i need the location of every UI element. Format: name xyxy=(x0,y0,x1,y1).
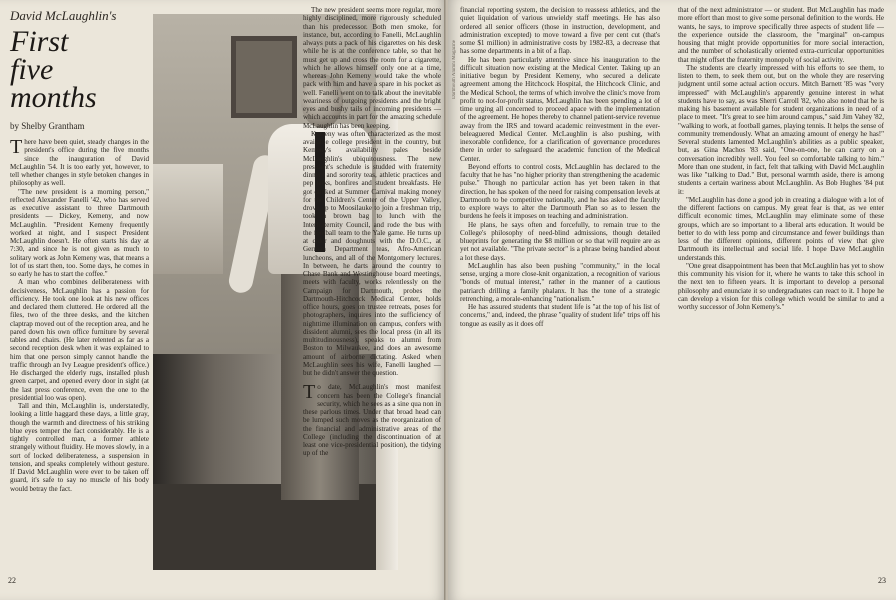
paragraph: "One great disappointment has been that McLaughlin has yet to show this community his vision for it, where he wants to take this school in the next ten to fifteen years. It is important to develop a personal philosophy and enunciate it so undergraduates can react to it. I hope he can develop a vision for this college which would be similar to and a worthy successor of John Kemeny's." xyxy=(678,261,884,311)
paragraph: McLaughlin has also been pushing "community," in the local sense, urging a more close-knit organization, a recognition of various "bonds of mutual interest," rather in the manner of a cautious patriarch drilling a family phalanx. It has the tone of a strategic retrenching, a morale-enhancing "nationalism." xyxy=(460,261,660,303)
title-line-1: First xyxy=(10,25,69,58)
title-line-3: months xyxy=(10,81,97,114)
running-head: Dartmouth Alumni Magazine xyxy=(452,40,457,99)
page-number-left: 22 xyxy=(8,576,16,585)
left-column-1 xyxy=(10,138,149,574)
wall-picture xyxy=(231,36,297,118)
paragraph: "The new president is a morning person," reflected Alexander Fanelli '42, who has served as executive assistant to three Dartmouth presidents — Dickey, Kemeny, and now McLaughlin. "President Kemeny frequently worked at night, and I suspect President McLaughlin doesn't. He often starts his day at 7:30, and since he is not given as much to solitary work as John Kemeny was, that means a lot of us start then, too. Some days, he comes in so early he has to start the coffee." xyxy=(10,187,149,278)
paragraph: financial reporting system, the decision to reassess athletics, and the quiet liquidation of various unwieldy staff meetings. He has also ordered all senior officers (those in instruction, development, and administration excepted) to move toward a five per cent cut (that's some $1 million) in administrative costs by 1982-83, a decrease that has some departments in a bit of a flap. xyxy=(460,6,660,56)
left-column-2 xyxy=(303,6,441,576)
paragraph: The new president seems more regular, more highly disciplined, more rigorously scheduled than his predecessor. Both men smoke, for instance, but, according to Fanelli, McLaughlin always puts a pack of his cigarettes on his desk while he is at the conference table, so that he must get up and cross the room for a cigarette, which he allows himself only one at a time, whereas John Kemeny would take the whole pack with him and have a spare in his pocket as well. Fanelli went on to talk about the inevitable weariness of outgoing presidents and the bright eyes and bushy tails of incoming presidents — which accounts in part for the amazing schedule McLaughlin has been keeping. xyxy=(303,6,441,130)
page-number-right: 23 xyxy=(878,576,886,585)
title-line-2: five xyxy=(10,53,54,86)
paragraph: He plans, he says often and forcefully, to remain true to the College's philosophy of need-blind admissions, though detailed blueprints for generating the $8 million or so that will require are as yet not available. "The private sector" is a phrase being bandied about a lot these days. xyxy=(460,220,660,262)
article-kicker: David McLaughlin's xyxy=(10,8,117,23)
right-page xyxy=(448,0,896,600)
paragraph: There have been quiet, steady changes in the president's office during the five months since the inauguration of David McLaughlin '54. It is too early yet, however, to tell whether changes in style betoken changes in philosophy as well. xyxy=(10,138,149,188)
paragraph: Kemeny was often characterized as the most available college president in the country, but Kemeny's availability pales beside McLaughlin's ubiquitousness. The new president's schedule is studded with fraternity dinners and sorority teas, athletic practices and pep talks, bonfires and student breakfasts. He got dunked at Summer Carnival making money for the Children's Center of the Upper Valley, drove up to Moosilauke to join a freshman trip, took a brown bag to lunch with the Interfraternity Council, and rode the bus with the football team to the Yale game. He turns up at cider and doughnuts with the D.O.C., at German Department teas, Afro-American luncheons, and all of the Montgomery lectures. In between, he darts around the country to Chase Bank and Westinghouse board meetings, meets with faculty, works relentlessly on the Campaign for Dartmouth, probes the Dartmouth-Hitchcock Medical Center, holds office hours, goes on trustee retreats, poses for photographers, inquires into the sufficiency of nighttime illumination on campus, confers with dissident alumni, sees the local press (in all its multitudinousness), speaks to alumni from Boston to Milwaukee, and does an awesome amount of airborne dictating. Asked when McLaughlin sees his wife, Fanelli laughed — but he didn't answer the question. xyxy=(303,129,441,377)
article-title xyxy=(10,25,150,114)
paragraph: Tall and thin, McLaughlin is, understatedly, looking a little haggard these days, a little gray, though the warmth and directness of his striking blue eyes temper the fact considerably. He is a tightly controlled man, a former athlete strangely without fluidity. He moves slowly, in a sort of locked deliberateness, a suspension in tension, and speaks completely without gesture. If David McLaughlin were ever to be taken off guard, it's safe to say no muscle of his body would betray the fact. xyxy=(10,402,149,493)
paragraph: He has assured students that student life is "at the top of his list of concerns," and, indeed, the phrase "quality of student life" trips off his tongue as easily as it does off xyxy=(460,303,660,328)
paragraph: "McLaughlin has done a good job in creating a dialogue with a lot of the different factions on campus. My great fear is that, as we enter difficult economic times, McLaughlin may eliminate some of these groups, which are so important to a liberal arts education. It would be better to do with less pomp and circumstance and fewer buildings than less of the different opinions, different points of view that give Dartmouth its intellectual and social life. I hope Dave McLaughlin understands this. xyxy=(678,195,884,262)
drop-cap: T xyxy=(303,381,316,404)
paragraph: that of the next administrator — or student. But McLaughlin has made more effort than most to give some personal definition to the words. He wants, he says, to improve specifically three aspects of student life — the experience outside the classroom, the "marginal" on-campus housing that might provide opportunities for more social interaction, and the number of scholastically oriented extra-curricular opportunities that might offset the fraternity monopoly of social activity. xyxy=(678,6,884,64)
right-column-1 xyxy=(460,6,660,576)
paragraph: The students are clearly impressed with his efforts to see them, to listen to them, to seek them out, but on the whole they are reserving judgment until some actual action occurs. Mitch Barnett '85 was "very impressed" with McLaughlin's apparently genuine interest in what students have to say, as was Sherri Carroll '82, who also noted that he is making his basement available for student organizations in need of a place to meet. "It's great to see him around campus," said Jim Vahey '82, "walking to work, at football games, playing tennis. It helps the sense of community tremendously. What an amazing amount of energy he has!" Several students lamented McLaughlin's abilities as a public speaker, but, as Gina Machos '83 said, "One-on-one, he can carry on a conversation incredibly well. You feel so comfortable talking to him." More than one student, in fact, felt that talking with David McLaughlin was like "talking to Dad." But, personal warmth aside, there is among students a certain wariness about McLaughlin. As Bob Hughes '84 put it: xyxy=(678,63,884,196)
drop-cap: T xyxy=(10,138,23,158)
paragraph: Beyond efforts to control costs, McLaughlin has declared to the faculty that he has "no higher priority than strengthening the academic pulse." Though no particular action has yet been taken in that direction, he has spoken of the need for raising compensation levels at Dartmouth to be competitive nationally, and he has asked the faculty to explore ways to alter the Dartmouth Plan so as to lessen the burdens he feels it imposes on teaching and administration. xyxy=(460,162,660,221)
left-page xyxy=(0,0,446,600)
right-column-2 xyxy=(678,6,884,576)
byline: by Shelby Grantham xyxy=(10,121,85,131)
paragraph: To date, McLaughlin's most manifest concern has been the College's financial security, which he sees as a sine qua non in these parlous times. Under that broad head can be lumped such moves as the reorganization of the financial and administrative areas of the College (including the discontinuation of at least one vice-presidential position), the tidying up of the xyxy=(303,381,441,458)
paragraph: A man who combines deliberateness with decisiveness, McLaughlin has a passion for efficiency. He took one look at his new offices and declared them cluttered. He ordered all the files, two of the three desks, and the kitchen claptrap moved out of the reception area, and he pared down his own office furniture by several tables and chairs. (He later relented as far as a second reception desk when it was explained to him that one person simply cannot handle the traffic through an Ivy League president's office.) He discharged the elderly rugs, installed plush green carpet, and opened every door in sight (at the last press conference, even the one to the presidential loo was open). xyxy=(10,278,149,402)
paragraph: He has been particularly attentive since his inauguration to the difficult situation now existing at the Medical Center. Taking up an initiative begun by President Kemeny, who secured a delicate agreement among the Hitchcock Hospital, the Hitchcock Clinic, and the Medical School, the terms of which involve the clinic's move from profit to not-for-profit status, McLaughlin has been spending a lot of time urging all concerned to proceed apace with the implementation of the agreement. He hopes thereby to channel patient-service revenue away from the IRS and toward academic reinvestment in the ever-beleaguered Medical Center. McLaughlin is also pushing, with inexorable confidence, for a clarification of governance procedures there in order to safeguard the academic function of the Medical Center. xyxy=(460,55,660,163)
